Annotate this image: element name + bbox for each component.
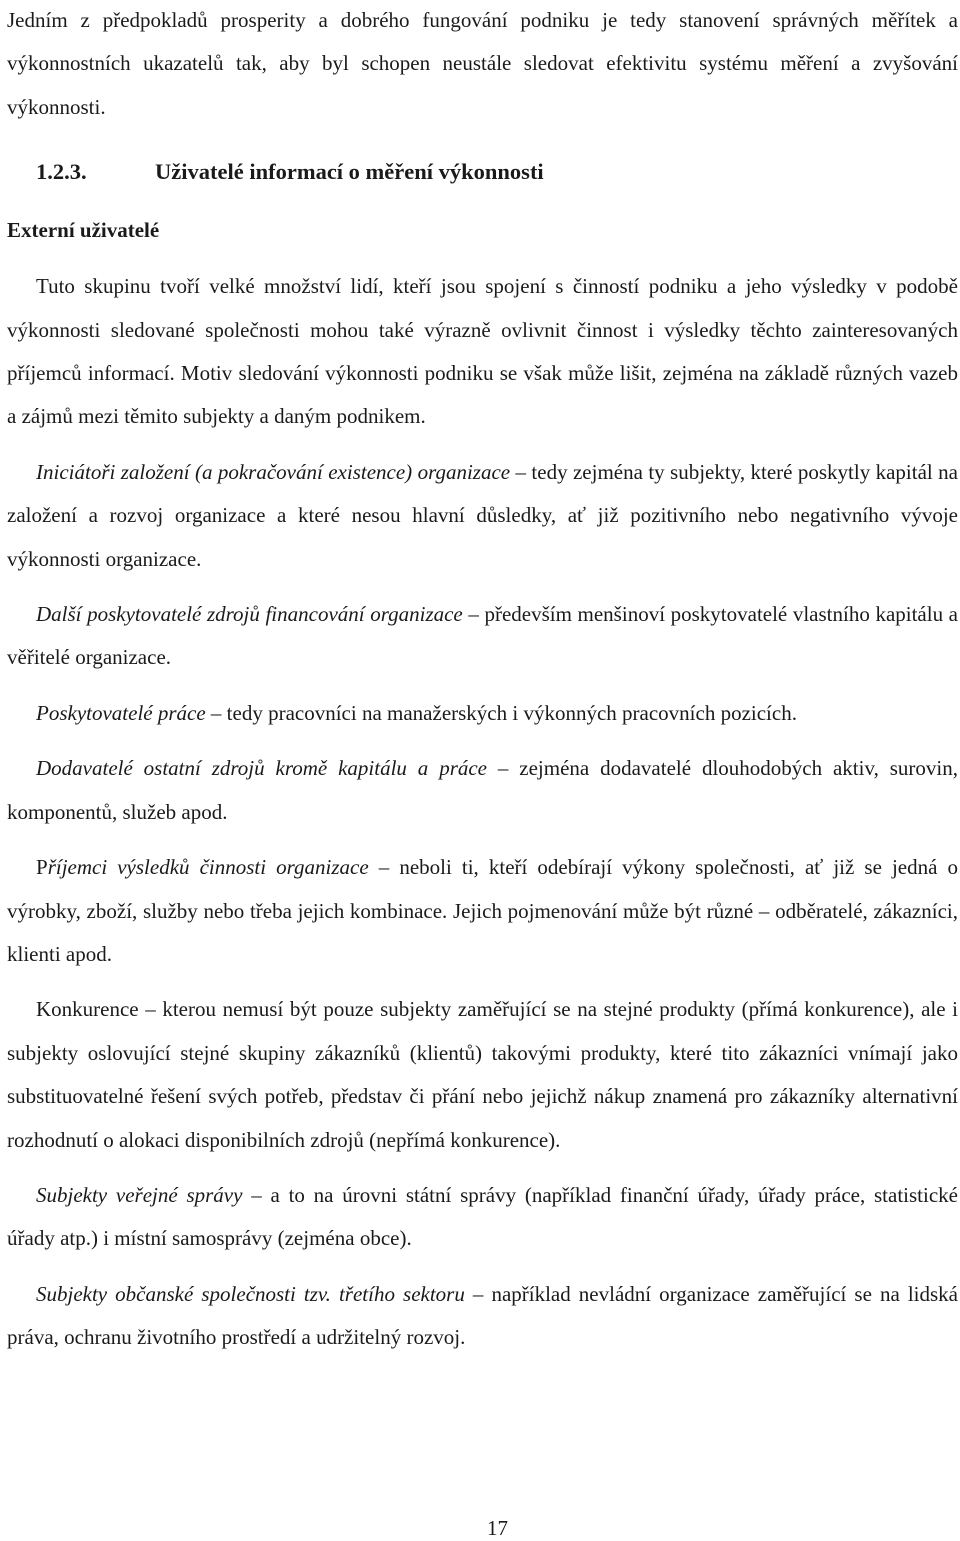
item-term: Poskytovatelé práce [36, 700, 206, 725]
page-number: 17 [487, 1516, 508, 1540]
item-text: – a to na úrovni státní správy (například finanční úřady, úřady práce, statistické úřady atp.) i místní samosprávy (zejména obce). [7, 1182, 958, 1251]
list-item-recipients [7, 846, 958, 976]
item-text: Konkurence – kterou nemusí být pouze subjekty zaměřující se na stejné produkty (přímá konkurence), ale i subjekty oslovující stejné skupiny zákazníků (klientů) takovými produkty, které tito zákazníci vnímají jako substituovatelné řešení svých potřeb, představ či přání nebo jejichž nákup znamená pro zákazníky alternativní rozhodnutí o alokaci disponibilních zdrojů (nepřímá konkurence). [7, 997, 958, 1152]
item-term: Dodavatelé ostatní zdrojů kromě kapitálu a práce [36, 756, 488, 781]
item-term: Subjekty občanské společnosti tzv. třetího sektoru [36, 1281, 465, 1306]
section-title: Uživatelé informací o měření výkonnosti [155, 159, 544, 185]
item-text: – tedy zejména ty subjekty, které poskytly kapitál na založení a rozvoj organizace a které nesou hlavní důsledky, ať již pozitivního nebo negativního vývoje výkonnosti organizace. [7, 459, 958, 571]
item-term: Další poskytovatelé zdrojů financování organizace [36, 602, 463, 627]
section-number: 1.2.3. [36, 159, 87, 185]
item-text: – neboli ti, kteří odebírají výkony společnosti, ať již se jedná o výrobky, zboží, služby nebo třeba jejich kombinace. Jejich pojmenování může být různé – odběratelé, zákazníci, klienti apod. [7, 855, 958, 966]
item-term-prefix: P [36, 855, 48, 880]
list-item-suppliers [7, 747, 958, 834]
list-item-initiators [7, 451, 958, 581]
list-item-public-administration [7, 1174, 958, 1261]
item-text: – především menšinoví poskytovatelé vlastního kapitálu a věřitelé organizace. [7, 602, 959, 670]
item-term: říjemci výsledků činnosti organizace [47, 855, 369, 880]
item-term: Iniciátoři založení (a pokračování existence) organizace [36, 459, 511, 484]
section-heading [36, 157, 958, 187]
list-item-other-funders [7, 593, 958, 680]
list-item-civil-society [7, 1273, 958, 1360]
intro-paragraph: Jedním z předpokladů prosperity a dobrého fungování podniku je tedy stanovení správných měřítek a výkonnostních ukazatelů tak, aby byl schopen neustále sledovat efektivitu systému měření a zvyšování výkonnosti. [7, 8, 958, 119]
item-text: – tedy pracovníci na manažerských i výkonných pracovních pozicích. [205, 700, 797, 725]
item-text: – například nevládní organizace zaměřující se na lidská práva, ochranu životního prostředí a udržitelný rozvoj. [7, 1281, 958, 1350]
list-item-labor-providers [7, 692, 958, 735]
list-item-competition [7, 988, 958, 1162]
item-term: Subjekty veřejné správy [36, 1182, 243, 1207]
paragraph-external-users: Tuto skupinu tvoří velké množství lidí, kteří jsou spojení s činností podniku a jeho výsledky v podobě výkonnosti sledované společnosti mohou také výrazně ovlivnit činnost i výsledky těchto zainteresovaných příjemců informací. Motiv sledování výkonnosti podniku se však může lišit, zejména na základě různých vazeb a zájmů mezi těmito subjekty a daným podnikem. [7, 274, 958, 429]
item-text: – zejména dodavatelé dlouhodobých aktiv, surovin, komponentů, služeb apod. [7, 756, 958, 824]
document-page [7, 0, 958, 1360]
subsection-heading: Externí uživatelé [7, 218, 160, 243]
